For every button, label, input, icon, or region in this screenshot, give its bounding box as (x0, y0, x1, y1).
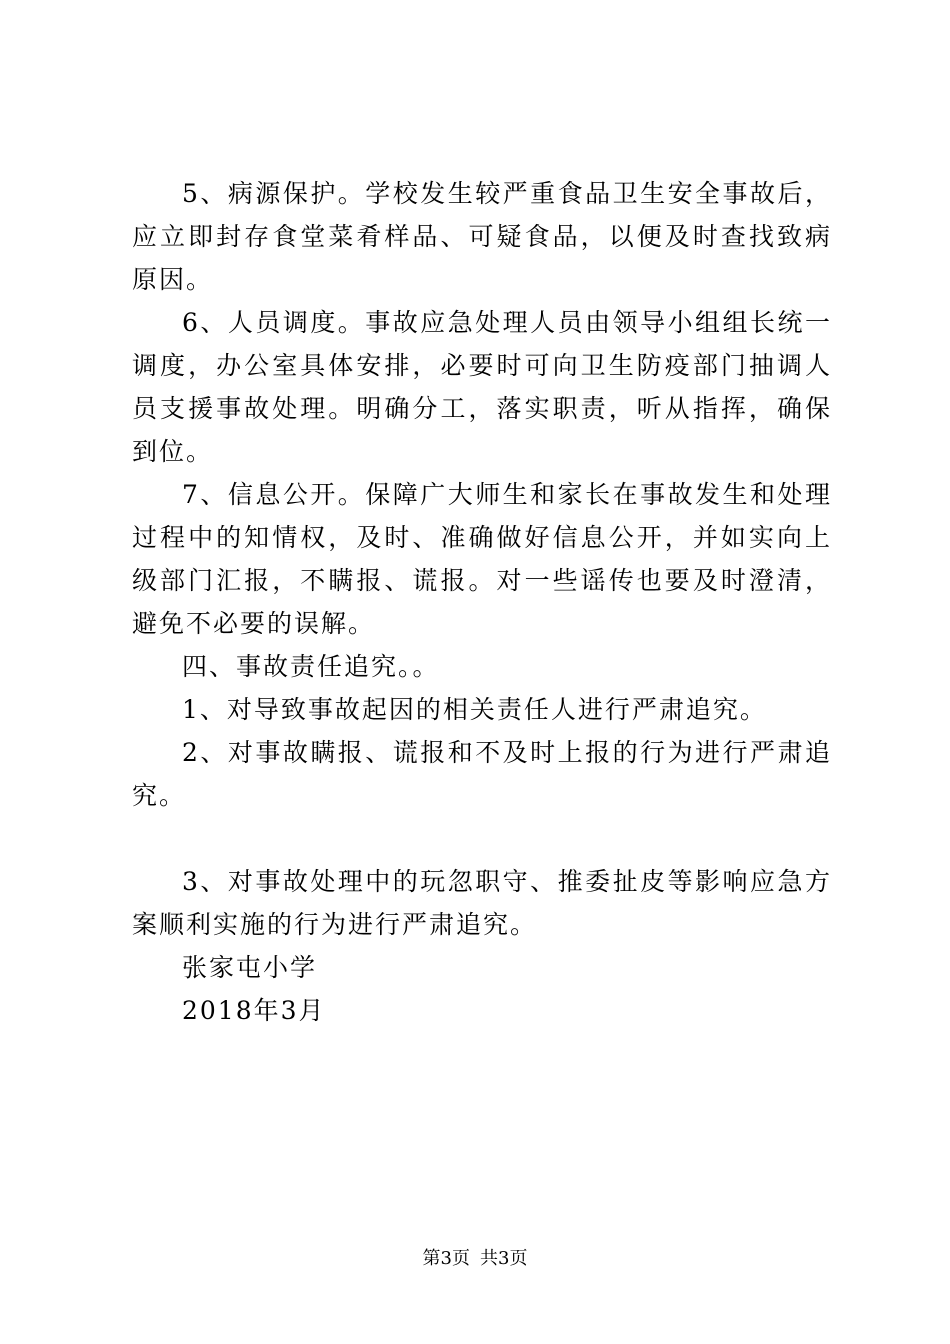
paragraph-information-disclosure: 7、信息公开。保障广大师生和家长在事故发生和处理过程中的知情权，及时、准确做好信息公开，并如实向上级部门汇报，不瞒报、谎报。对一些谣传也要及时澄清，避免不必要的误解。 (132, 480, 832, 638)
paragraph-pathogen-protection: 5、病源保护。学校发生较严重食品卫生安全事故后，应立即封存食堂菜肴样品、可疑食品，以便及时查找致病原因。 (132, 179, 832, 294)
section-heading-accountability: 四、事故责任追究。。 (182, 652, 440, 681)
paragraph-accountability-1: 1、对导致事故起因的相关责任人进行严肃追究。 (182, 695, 767, 724)
signature-date: 2018年3月 (182, 996, 326, 1025)
document-body (132, 172, 832, 1032)
page-number-total: 共3页 (480, 1248, 528, 1269)
paragraph-accountability-2: 2、对事故瞒报、谎报和不及时上报的行为进行严肃追究。 (132, 738, 832, 810)
paragraph-personnel-dispatch: 6、人员调度。事故应急处理人员由领导小组组长统一调度，办公室具体安排，必要时可向卫生防疫部门抽调人员支援事故处理。明确分工，落实职责，听从指挥，确保到位。 (132, 308, 832, 466)
signature-school-name: 张家屯小学 (182, 953, 318, 982)
page-footer (0, 1244, 950, 1270)
paragraph-accountability-3: 3、对事故处理中的玩忽职守、推委扯皮等影响应急方案顺利实施的行为进行严肃追究。 (132, 867, 832, 939)
page-number-current: 第3页 (422, 1248, 470, 1269)
